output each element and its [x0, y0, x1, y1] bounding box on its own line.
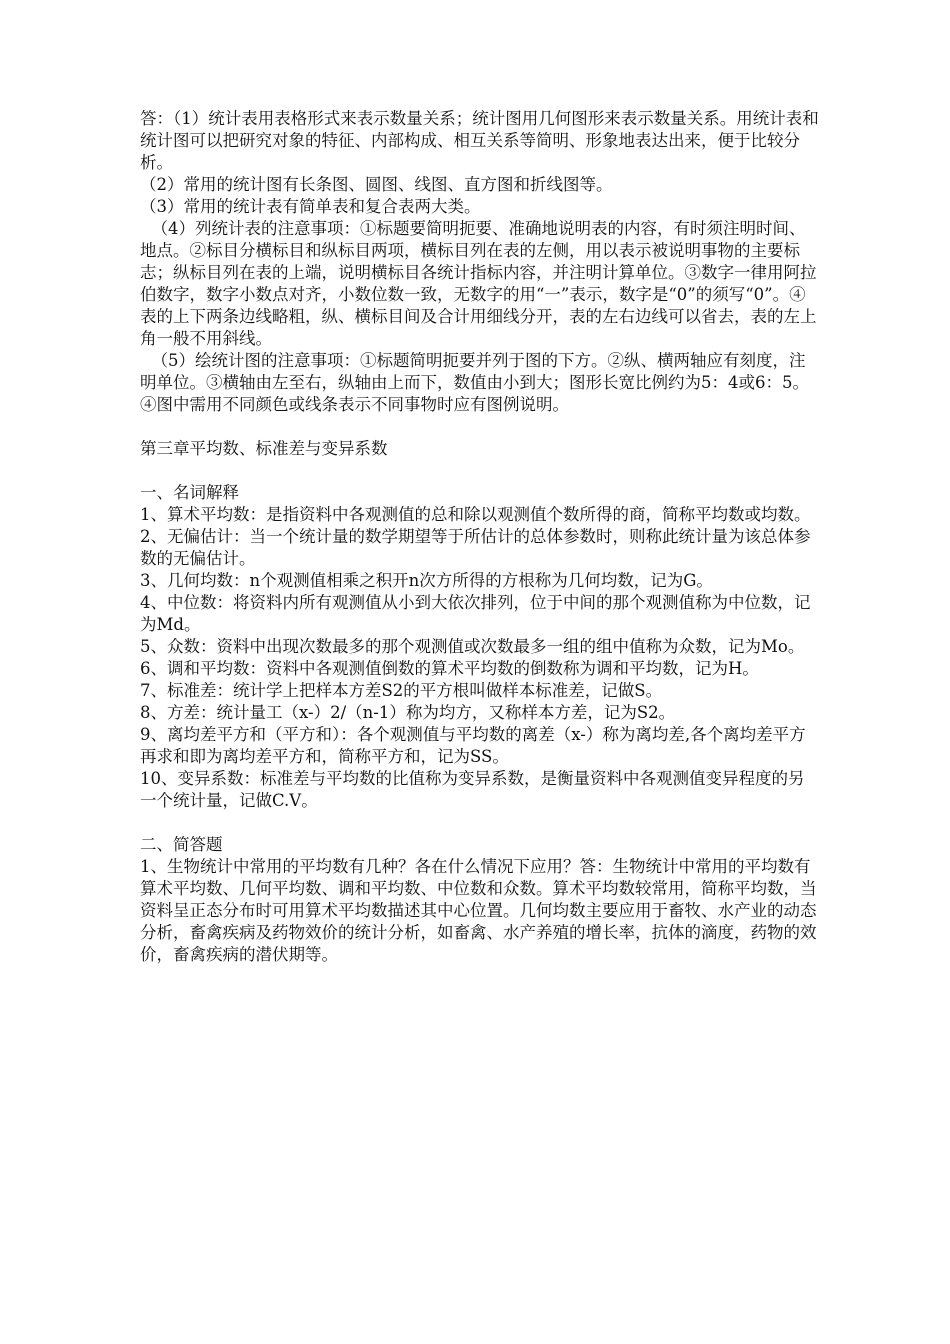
definition-item: 5、众数：资料中出现次数最多的那个观测值或次数最多一组的组中值称为众数，记为Mo。	[140, 637, 805, 656]
definition-item: 4、中位数：将资料内所有观测值从小到大依次排列，位于中间的那个观测值称为中位数，记为Md。	[140, 593, 811, 634]
section-heading-short-answer: 二、简答题	[140, 835, 223, 854]
definition-item: 9、离均差平方和（平方和）：各个观测值与平均数的离差（x-）称为离均差,各个离均差平方再求和即为离均差平方和，简称平方和，记为SS。	[140, 725, 806, 766]
answer-part-1: 答：（1）统计表用表格形式来表示数量关系；统计图用几何图形来表示数量关系。用统计表和统计图可以把研究对象的特征、内部构成、相互关系等简明、形象地表达出来，便于比较分析。	[140, 109, 819, 172]
definition-item: 8、方差：统计量工（x-）2/（n-1）称为均方，又称样本方差，记为S2。	[140, 703, 676, 722]
answer-part-4: （4）列统计表的注意事项：①标题要简明扼要、准确地说明表的内容，有时须注明时间、地点。②标目分横标目和纵标目两项，横标目列在表的左侧，用以表示被说明事物的主要标志；纵标目列在表的上端，说明横标目各统计指标内容，并注明计算单位。③数字一律用阿拉伯数字，数字小数点对齐，小数位数一致，无数字的用“一”表示，数字是“0”的须写“0”。④表的上下两条边线略粗，纵、横标目间及合计用细线分开，表的左右边线可以省去，表的左上角一般不用斜线。	[140, 219, 817, 348]
spacer	[140, 812, 820, 834]
answer-part-5: （5）绘统计图的注意事项：①标题简明扼要并列于图的下方。②纵、横两轴应有刻度，注明单位。③横轴由左至右，纵轴由上而下，数值由小到大；图形长宽比例约为5：4或6：5。④图中需用不同颜色或线条表示不同事物时应有图例说明。	[140, 351, 809, 414]
short-answer-item: 1、生物统计中常用的平均数有几种？各在什么情况下应用？答：生物统计中常用的平均数有算术平均数、几何平均数、调和平均数、中位数和众数。算术平均数较常用，简称平均数，当资料呈正态分布时可用算术平均数描述其中心位置。几何均数主要应用于畜牧、水产业的动态分析，畜禽疾病及药物效价的统计分析，如畜禽、水产养殖的增长率，抗体的滴度，药物的效价，畜禽疾病的潜伏期等。	[140, 857, 817, 964]
definition-item: 1、算术平均数：是指资料中各观测值的总和除以观测值个数所得的商，简称平均数或均数。	[140, 505, 811, 524]
answer-part-2: （2）常用的统计图有长条图、圆图、线图、直方图和折线图等。	[140, 175, 613, 194]
document-page	[140, 108, 820, 966]
chapter-title: 第三章平均数、标准差与变异系数	[140, 439, 388, 458]
section-heading-definitions: 一、名词解释	[140, 483, 239, 502]
spacer	[140, 460, 820, 482]
answer-part-3: （3）常用的统计表有简单表和复合表两大类。	[140, 197, 481, 216]
spacer	[140, 416, 820, 438]
definition-item: 7、标准差：统计学上把样本方差S2的平方根叫做样本标准差，记做S。	[140, 681, 663, 700]
definition-item: 6、调和平均数：资料中各观测值倒数的算术平均数的倒数称为调和平均数，记为H。	[140, 659, 759, 678]
definition-item: 2、无偏估计：当一个统计量的数学期望等于所估计的总体参数时，则称此统计量为该总体参数的无偏估计。	[140, 527, 811, 568]
definition-item: 10、变异系数：标准差与平均数的比值称为变异系数，是衡量资料中各观测值变异程度的另一个统计量，记做C.V。	[140, 769, 805, 810]
definition-item: 3、几何均数：n个观测值相乘之积开n次方所得的方根称为几何均数，记为G。	[140, 571, 713, 590]
